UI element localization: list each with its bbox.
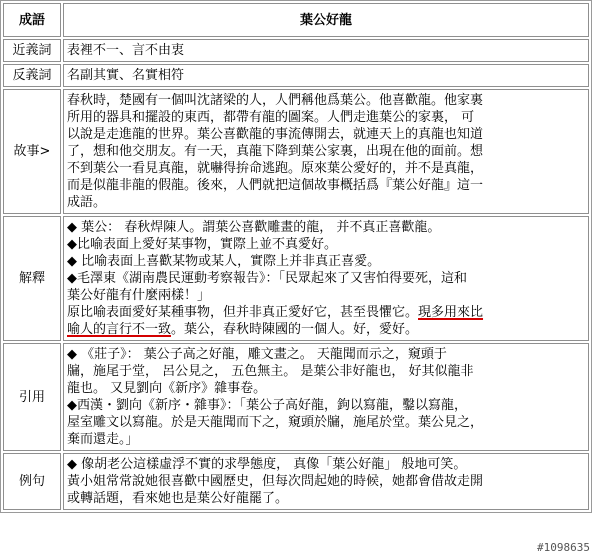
story-line: 了，想和他交朋友。有一天，真龍下降到葉公家裏，出現在他的面前。想 (67, 144, 484, 159)
synonyms-row (3, 39, 589, 62)
example-line: ◆ 像胡老公這樣虛浮不實的求學態度， 真像「葉公好龍」 般地可笑。 (67, 457, 467, 472)
highlighted-phrase: 喻人的言行不一致 (67, 322, 172, 337)
meaning-text-a: 原比喻表面愛好某種事物，但并非真正愛好它，甚至畏懼它。 (67, 305, 419, 320)
meaning-line (67, 321, 585, 338)
antonyms-text: 名副其實、名實相符 (63, 64, 589, 87)
meaning-row (3, 216, 589, 341)
synonyms-label: 近義詞 (3, 39, 61, 62)
citation-line: 棄而還走。」 (67, 432, 139, 447)
citation-line: 屋室雕文以寫龍。於是天龍聞而下之，窺頭於牖，施尾於堂。葉公見之， (67, 415, 484, 430)
story-text (63, 89, 589, 214)
citation-label: 引用 (3, 343, 61, 451)
meaning-line: ◆ 葉公： 春秋焊陳人。謂葉公喜歡雕畫的龍， 并不真正喜歡龍。 (67, 220, 441, 235)
story-line: 而是似龍非龍的假龍。後來，人們就把這個故事概括爲『葉公好龍』這一 (67, 178, 484, 193)
antonyms-row (3, 64, 589, 87)
story-line: 春秋時，楚國有一個叫沈諸梁的人，人們稱他爲葉公。他喜歡龍。他家裏 (67, 93, 484, 108)
citation-row (3, 343, 589, 451)
citation-line: ◆ 《莊子》： 葉公子高之好龍，雕文畫之。 天龍聞而示之，窺頭于 (67, 347, 447, 362)
story-row (3, 89, 589, 214)
meaning-text-b: 。葉公，春秋時陳國的一個人。好，愛好。 (171, 322, 419, 337)
meaning-label: 解釋 (3, 216, 61, 341)
story-line: 成語。 (67, 195, 107, 210)
citation-line: 牖，施尾于堂， 呂公見之， 五色無主。 是葉公非好龍也， 好其似龍非 (67, 364, 474, 379)
antonyms-label: 反義詞 (3, 64, 61, 87)
meaning-line: 葉公好龍有什麼兩樣！」 (67, 288, 211, 303)
idiom-title: 葉公好龍 (63, 3, 589, 37)
header-row (3, 3, 589, 37)
example-row (3, 453, 589, 510)
citation-line: ◆西漢・劉向《新序・雜事》：「葉公子高好龍，鉤以寫龍，鑿以寫龍， (67, 398, 467, 413)
meaning-text (63, 216, 589, 341)
highlighted-phrase: 現多用來比 (418, 305, 484, 320)
story-line: 不到葉公一看見真龍，就嚇得拚命逃跑。原來葉公愛好的，并不是真龍， (67, 161, 484, 176)
synonyms-text: 表裡不一、言不由衷 (63, 39, 589, 62)
image-id-watermark: #1098635 (537, 541, 590, 554)
meaning-line: ◆比喻表面上愛好某事物，實際上並不真愛好。 (67, 237, 337, 252)
citation-line: 龍也。 又見劉向《新序》雜事卷。 (67, 381, 267, 396)
meaning-line: ◆毛澤東《湖南農民運動考察報告》：「民眾起來了又害怕得要死，這和 (67, 271, 467, 286)
example-line: 或轉話題，看來她也是葉公好龍罷了。 (67, 491, 289, 506)
story-line: 所用的器具和擺設的東西，都帶有龍的圖案。人們走進葉公的家裏， 可 (67, 110, 475, 125)
example-label: 例句 (3, 453, 61, 510)
example-text (63, 453, 589, 510)
story-label[interactable]: 故事> (3, 89, 61, 214)
example-line: 黃小姐常常說她很喜歡中國歷史，但每次問起她的時候，她都會借故走開 (67, 474, 484, 489)
meaning-line (67, 304, 585, 321)
citation-text (63, 343, 589, 451)
header-label: 成語 (3, 3, 61, 37)
meaning-line: ◆ 比喻表面上喜歡某物或某人，實際上并非真正喜愛。 (67, 254, 381, 269)
story-line: 以說是走進龍的世界。葉公喜歡龍的事流傳開去，就連天上的真龍也知道 (67, 127, 484, 142)
